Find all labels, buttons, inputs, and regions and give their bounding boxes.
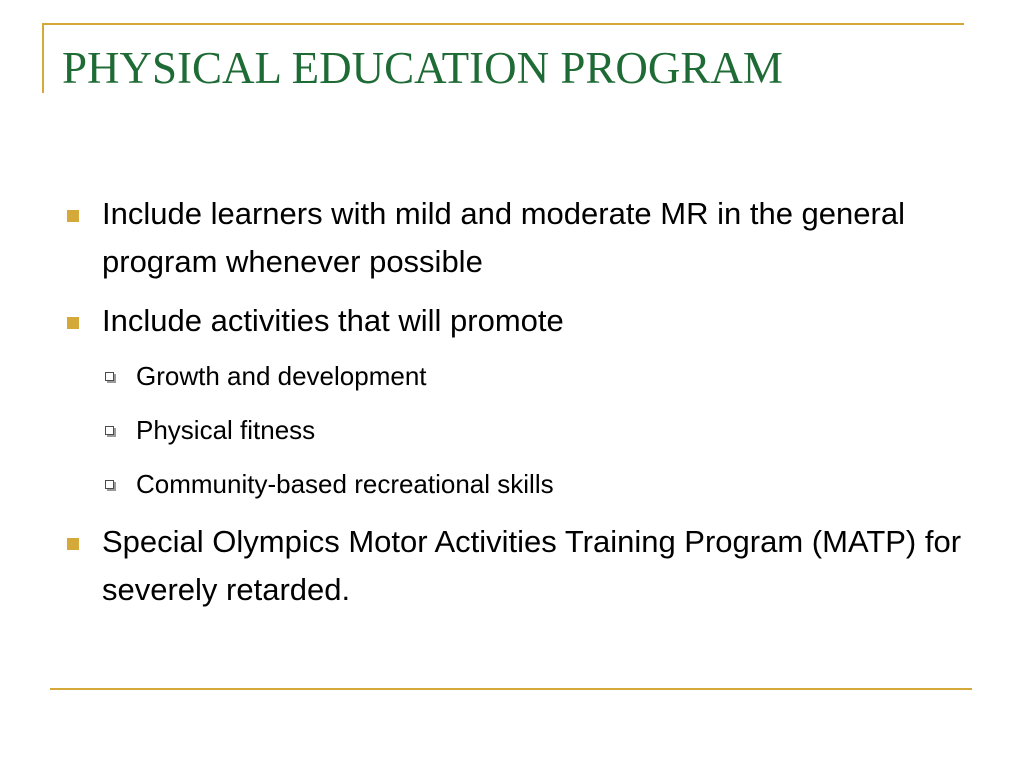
sub-bullet-item: [62, 410, 962, 450]
hollow-square-bullet-icon: [105, 426, 114, 435]
slide-title: PHYSICAL EDUCATION PROGRAM: [62, 43, 783, 93]
title-left-rule: [42, 23, 44, 93]
bullet-text: Include activities that will promote: [102, 303, 564, 338]
bullet-text: Special Olympics Motor Activities Training Program (MATP) for severely retarded.: [102, 524, 962, 607]
sub-bullet-list: [62, 356, 962, 504]
footer-rule: [50, 688, 972, 690]
square-bullet-icon: [67, 210, 79, 222]
bullet-item: [62, 518, 962, 614]
sub-bullet-text: Physical fitness: [136, 415, 316, 445]
sub-bullet-text: Community-based recreational skills: [136, 469, 554, 499]
hollow-square-bullet-icon: [105, 480, 114, 489]
sub-bullet-item: [62, 356, 962, 396]
title-top-rule: [42, 23, 964, 25]
sub-bullet-item: [62, 464, 962, 504]
bullet-text: Include learners with mild and moderate MR in the general program whenever possible: [102, 196, 905, 279]
bullet-item: [62, 190, 962, 286]
square-bullet-icon: [67, 538, 79, 550]
bullet-item: [62, 297, 962, 345]
square-bullet-icon: [67, 317, 79, 329]
hollow-square-bullet-icon: [105, 372, 114, 381]
bullet-list: [62, 190, 962, 625]
sub-bullet-text: Growth and development: [136, 361, 427, 391]
